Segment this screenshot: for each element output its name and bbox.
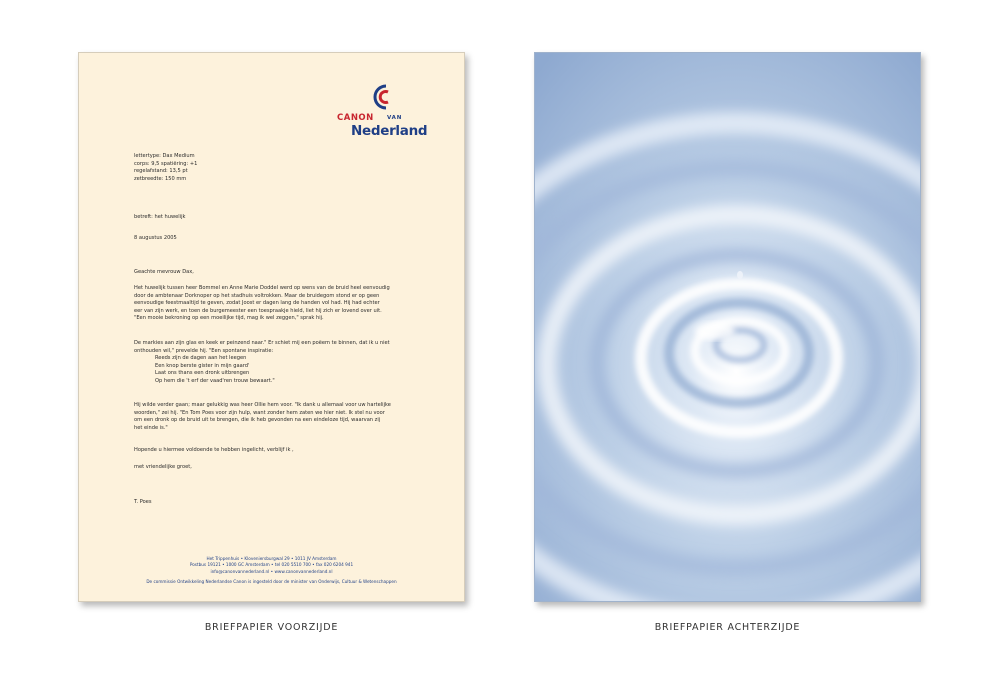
letter-closing: met vriendelijke groet, (134, 464, 192, 470)
footer-line: info@canonvannederland.nl • www.canonvannederland.nl (210, 568, 333, 574)
letter-paragraph-4: Hopende u hiermee voldoende te hebben ingelicht, verblijf ik , (134, 447, 294, 453)
poem-line: Een knop berste gister in mijn gaard' (155, 362, 250, 369)
canon-logo-mark-icon (372, 83, 400, 113)
spec-line: zetbreedte: 150 mm (134, 175, 187, 182)
letter-salutation: Geachte mevrouw Dax, (134, 269, 194, 275)
paragraph-line: eer van zijn werk, en toen de burgemeester een toespraakje hield, liet hij zich er lovend over uit. (134, 307, 382, 314)
paragraph-line: woorden," zei hij. "En Tom Poes voor zijn hulp, want zonder hem zaten we hier niet. Ik stel nu voor (134, 409, 385, 416)
paragraph-line: eenvoudige feestmaaltijd te geven, zodat Joost er dagen lang de handen vol had. Hij had echter (134, 300, 380, 307)
letter-paragraph-1 (134, 285, 424, 323)
letter-date: 8 augustus 2005 (134, 235, 177, 241)
footer-line: Postbus 19121 • 1000 GC Amsterdam • tel 020 5510 700 • fax 020 6204 941 (189, 562, 354, 568)
letterhead-back-sheet (534, 52, 921, 602)
paragraph-line: onthouden wil," prevelde hij. "Een spontane inspiratie: (134, 347, 274, 354)
paragraph-line: door de ambtenaar Dorknoper op het stadhuis voltrokken. Maar de bruidegom stond er op geen (134, 292, 380, 299)
paragraph-line: "Een mooie bekroning op een moeilijke tijd, mag ik wel zeggen," sprak hij. (134, 315, 324, 322)
spec-line: corps: 9,5 spatiëring: +1 (134, 160, 198, 167)
poem-line: Laat ons thans een dronk uitbrengen (155, 370, 250, 377)
canon-logo (337, 83, 437, 138)
logo-canon-text: CANON (337, 113, 374, 123)
poem-line: Op hem die 't erf der vaad'ren trouw bewaart." (155, 377, 275, 384)
footer-commission: De commissie Ontwikkeling Nederlandse Canon is ingesteld door de minister van Onderwijs, Cultuur & Wetenschappen (146, 579, 397, 584)
logo-nederland-text: Nederland (351, 123, 428, 139)
paragraph-line: om een dronk op de bruid uit te brengen, die ik heb gevonden na een eindeloze tijd, waarvan zij (134, 417, 381, 424)
letter-subject: betreft: het huwelijk (134, 214, 186, 220)
poem-line: Reeds zijn de dagen aan het leegen (155, 355, 247, 362)
spec-line: regelafstand: 13,5 pt (134, 168, 188, 175)
caption-back: BRIEFPAPIER ACHTERZIJDE (654, 622, 801, 633)
water-ripple-image (535, 53, 921, 602)
letter-paragraph-2 (134, 340, 424, 386)
caption-front: BRIEFPAPIER VOORZIJDE (204, 622, 339, 633)
footer-address (79, 556, 464, 575)
typography-specs (134, 153, 424, 183)
footer-line: Het Trippenhuis • Kloveniersburgwal 29 • 1011 JV Amsterdam (206, 556, 337, 561)
letter-signature: T. Poes (134, 499, 152, 505)
paragraph-line: het einde is." (134, 424, 168, 431)
spec-line: lettertype: Dax Medium (134, 153, 195, 159)
logo-van-text: VAN (387, 115, 403, 121)
paragraph-line: Het huwelijk tussen heer Bommel en Anne Marie Doddel werd op wens van de bruid heel eenvoudig (134, 285, 390, 291)
letter-paragraph-3 (134, 402, 424, 432)
paragraph-line: Hij wilde verder gaan; maar gelukkig was heer Ollie hem voor. "Ik dank u allemaal voor uw hartelijke (134, 402, 391, 408)
paragraph-line: De markies aan zijn glas en keek er peinzend naar." Er schiet mij een poëem te binnen, dat ik u niet (134, 340, 390, 346)
letterhead-front-sheet (78, 52, 465, 602)
